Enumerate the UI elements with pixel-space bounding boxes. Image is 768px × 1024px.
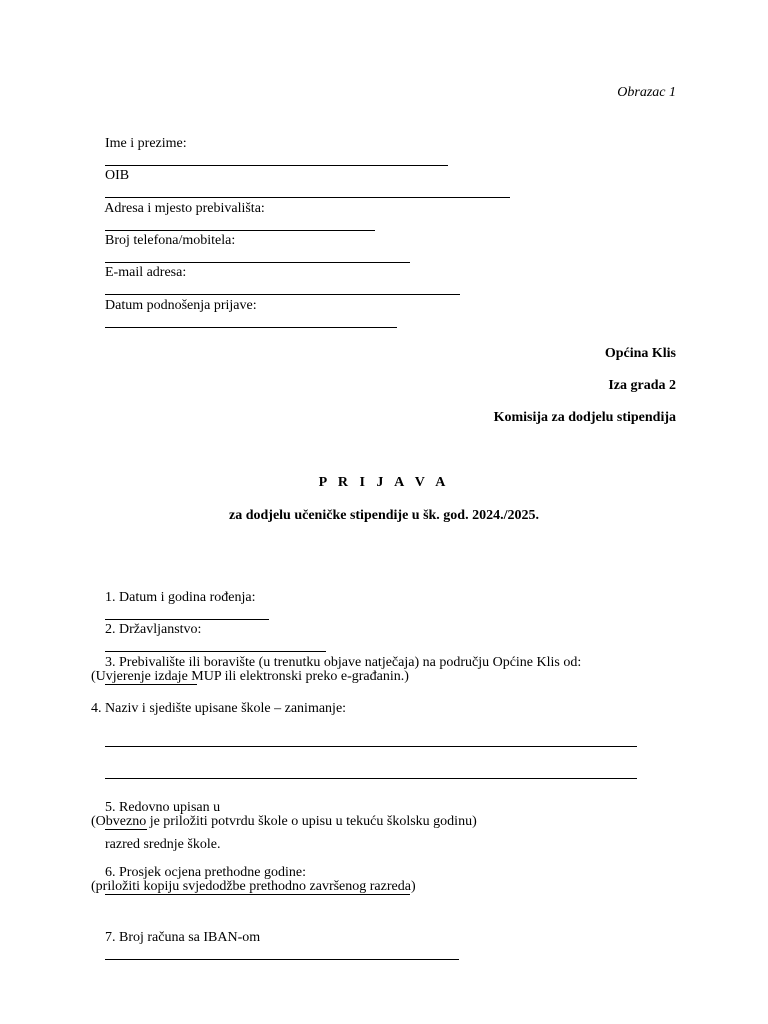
oib-label: OIB [105, 168, 130, 183]
iban-label: 7. Broj računa sa IBAN-om [105, 930, 261, 945]
email-label: E-mail adresa: [105, 265, 187, 280]
submission-date-label: Datum podnošenja prijave: [105, 298, 257, 313]
submission-date-row [91, 279, 397, 352]
enrolled-note: (Obvezno je priložiti potvrdu škole o upisu u tekuću školsku godinu) [91, 814, 477, 829]
birth-label: 1. Datum i godina rođenja: [105, 590, 256, 605]
name-label: Ime i prezime: [105, 136, 187, 151]
residence-label: 3. Prebivalište ili boravište (u trenutku objave natječaja) na području Općine Klis od: [105, 655, 582, 670]
phone-label: Broj telefona/mobitela: [105, 233, 236, 248]
enrolled-suffix: razred srednje škole. [105, 837, 221, 852]
residence-note: (Uvjerenje izdaje MUP ili elektronski preko e-građanin.) [91, 669, 409, 684]
enrolled-prefix: 5. Redovno upisan u [105, 800, 221, 815]
grade-average-label: 6. Prosjek ocjena prethodne godine: [105, 865, 307, 880]
grade-note: (priložiti kopiju svjedodžbe prethodno završenog razreda) [91, 879, 416, 894]
school-label: 4. Naziv i sjedište upisane škole – zanimanje: [91, 701, 347, 716]
form-number: Obrazac 1 [617, 85, 676, 100]
submission-date-field[interactable] [105, 315, 397, 328]
recipient-address: Iza grada 2 [608, 378, 676, 393]
recipient-municipality: Općina Klis [604, 346, 676, 361]
iban-row [91, 911, 459, 984]
citizenship-label: 2. Državljanstvo: [105, 622, 202, 637]
document-title: P R I J A V A [318, 475, 450, 490]
iban-field[interactable] [105, 947, 459, 960]
document-subtitle: za dodjelu učeničke stipendije u šk. god. 2024./2025. [229, 508, 539, 523]
address-label: Adresa i mjesto prebivališta: [104, 201, 265, 216]
recipient-committee: Komisija za dodjelu stipendija [493, 410, 676, 425]
